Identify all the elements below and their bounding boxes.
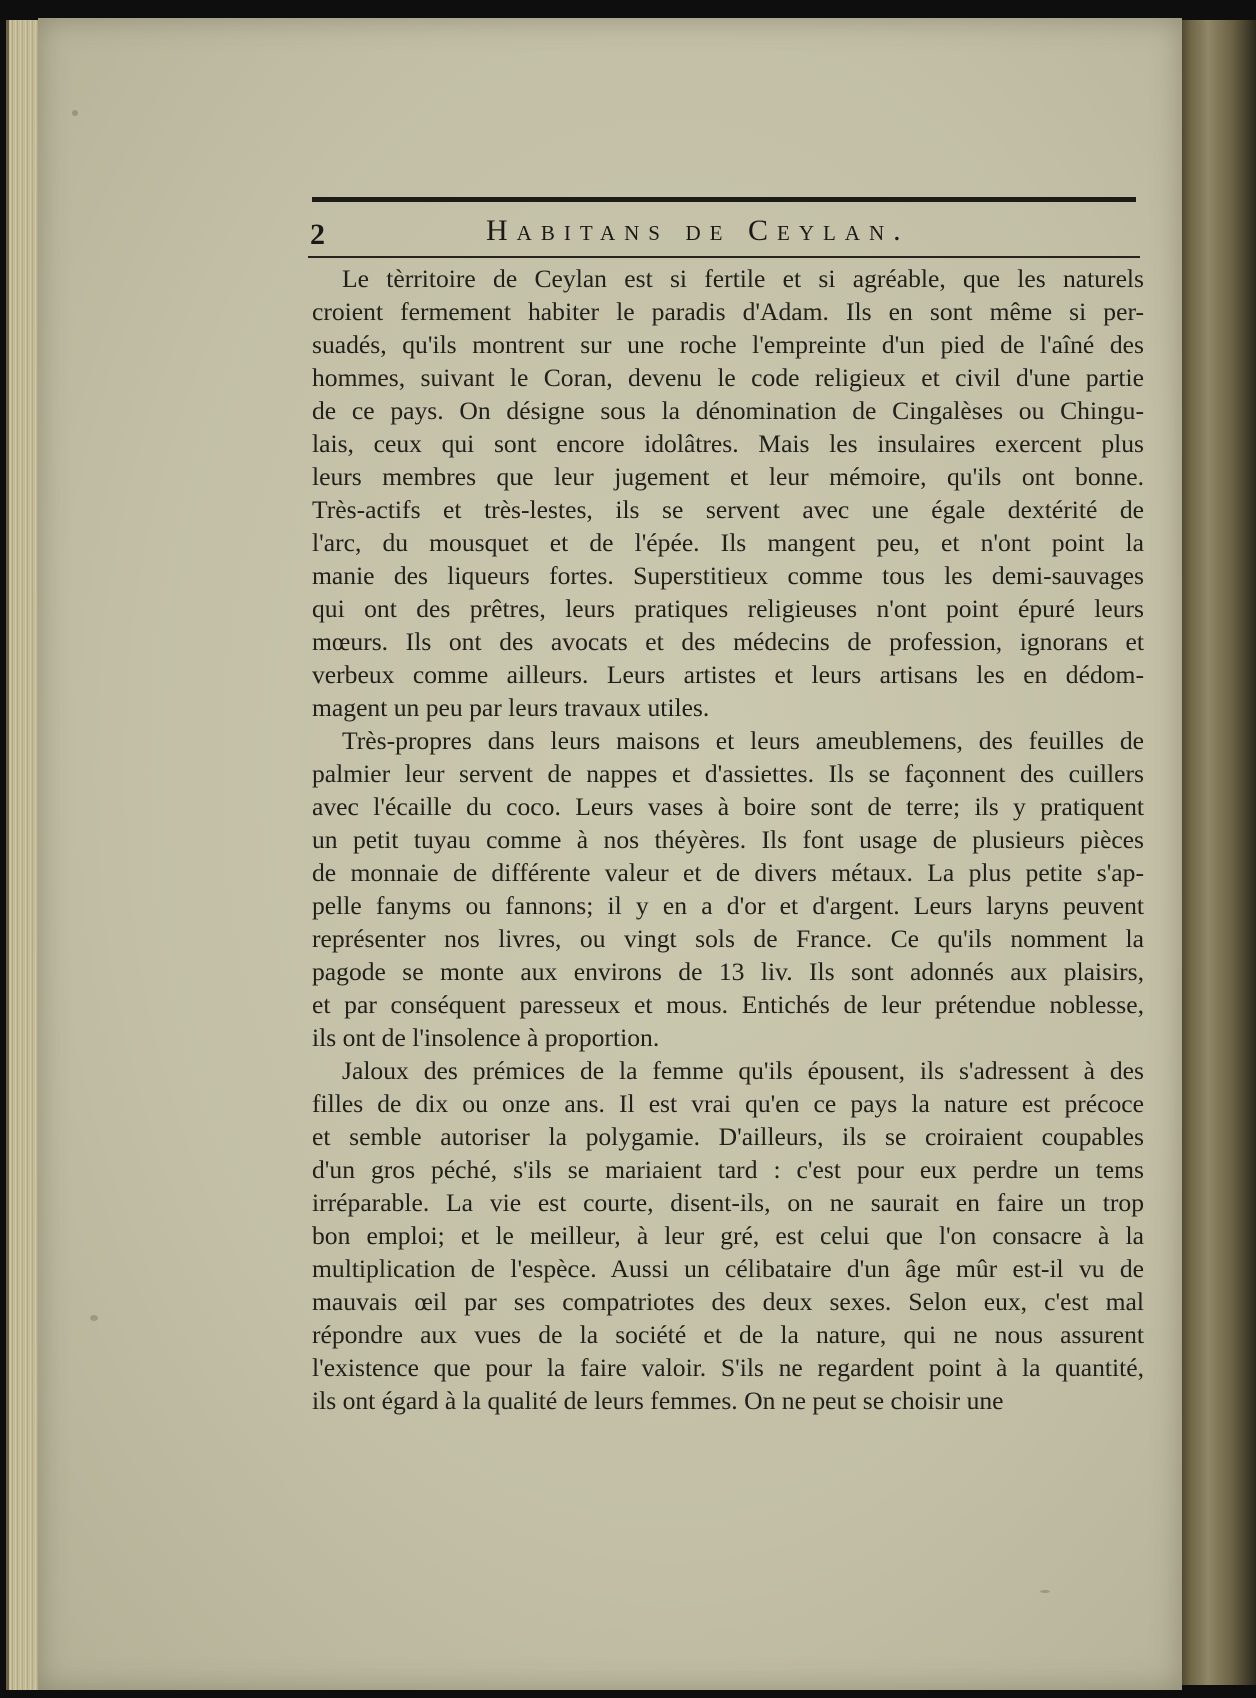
text-line: un petit tuyau comme à nos théyères. Ils font usage de plusieurs pièces: [312, 825, 1144, 854]
text-line: ils ont de l'insolence à proportion.: [312, 1023, 660, 1052]
text-line: l'existence que pour la faire valoir. S'ils ne regardent point à la quantité,: [312, 1353, 1144, 1382]
text-line: Le tèrritoire de Ceylan est si fertile et si agréable, que les naturels: [342, 264, 1144, 293]
text-line: pelle fanyms ou fannons; il y en a d'or et d'argent. Leurs laryns peuvent: [312, 891, 1144, 920]
text-line: multiplication de l'espèce. Aussi un célibataire d'un âge mûr est-il vu de: [312, 1254, 1144, 1283]
text-line: croient fermement habiter le paradis d'Adam. Ils en sont même si per-: [312, 297, 1144, 326]
text-line: avec l'écaille du coco. Leurs vases à boire sont de terre; ils y pratiquent: [312, 792, 1144, 821]
header-top-rule: [312, 197, 1136, 202]
text-line: répondre aux vues de la société et de la nature, qui ne nous assurent: [312, 1320, 1144, 1349]
page-number: 2: [310, 218, 325, 251]
text-line: hommes, suivant le Coran, devenu le code religieux et civil d'une partie: [312, 363, 1144, 392]
running-title: Habitans de Ceylan.: [486, 214, 910, 247]
text-line: Très-actifs et très-lestes, ils se servent avec une égale dextérité de: [312, 495, 1144, 524]
text-line: mœurs. Ils ont des avocats et des médecins de profession, ignorans et: [312, 627, 1144, 656]
text-line: mauvais œil par ses compatriotes des deux sexes. Selon eux, c'est mal: [312, 1287, 1144, 1316]
ink-smudge: [90, 1315, 98, 1321]
text-line: pagode se monte aux environs de 13 liv. Ils sont adonnés aux plaisirs,: [312, 957, 1144, 986]
text-line: Très-propres dans leurs maisons et leurs ameublemens, des feuilles de: [342, 726, 1144, 755]
text-line: de ce pays. On désigne sous la dénomination de Cingalèses ou Chingu-: [312, 396, 1144, 425]
text-line: magent un peu par leurs travaux utiles.: [312, 693, 710, 722]
text-line: et semble autoriser la polygamie. D'ailleurs, ils se croiraient coupables: [312, 1122, 1144, 1151]
text-line: verbeux comme ailleurs. Leurs artistes et leurs artisans les en dédom-: [312, 660, 1144, 689]
text-line: leurs membres que leur jugement et leur mémoire, qu'ils ont bonne.: [312, 462, 1144, 491]
text-line: l'arc, du mousquet et de l'épée. Ils mangent peu, et n'ont point la: [312, 528, 1144, 557]
text-line: manie des liqueurs fortes. Superstitieux comme tous les demi-sauvages: [312, 561, 1144, 590]
text-line: représenter nos livres, ou vingt sols de France. Ce qu'ils nomment la: [312, 924, 1144, 953]
text-line: Jaloux des prémices de la femme qu'ils épousent, ils s'adressent à des: [342, 1056, 1144, 1085]
running-header: [306, 210, 1136, 250]
text-line: de monnaie de différente valeur et de divers métaux. La plus petite s'ap-: [312, 858, 1144, 887]
header-bottom-rule: [308, 256, 1140, 258]
text-line: suadés, qu'ils montrent sur une roche l'empreinte d'un pied de l'aîné des: [312, 330, 1144, 359]
text-line: et par conséquent paresseux et mous. Entichés de leur prétendue noblesse,: [312, 990, 1144, 1019]
ink-smudge: [72, 110, 78, 116]
text-line: palmier leur servent de nappes et d'assiettes. Ils se façonnent des cuillers: [312, 759, 1144, 788]
text-line: lais, ceux qui sont encore idolâtres. Mais les insulaires exercent plus: [312, 429, 1144, 458]
text-line: qui ont des prêtres, leurs pratiques religieuses n'ont point épuré leurs: [312, 594, 1144, 623]
paragraph: [312, 1054, 1144, 1417]
paragraph: [312, 724, 1144, 1054]
text-line: filles de dix ou onze ans. Il est vrai qu'en ce pays la nature est précoce: [312, 1089, 1144, 1118]
body-text: [312, 262, 1144, 1417]
text-line: irréparable. La vie est courte, disent-ils, on ne saurait en faire un trop: [312, 1188, 1144, 1217]
paragraph: [312, 262, 1144, 724]
text-line: bon emploi; et le meilleur, à leur gré, est celui que l'on consacre à la: [312, 1221, 1144, 1250]
book-cover-edge: [1176, 20, 1256, 1685]
text-line: ils ont égard à la qualité de leurs femmes. On ne peut se choisir une: [312, 1386, 1004, 1415]
ink-smudge: [1040, 1590, 1050, 1593]
text-line: d'un gros péché, s'ils se mariaient tard : c'est pour eux perdre un tems: [312, 1155, 1144, 1184]
